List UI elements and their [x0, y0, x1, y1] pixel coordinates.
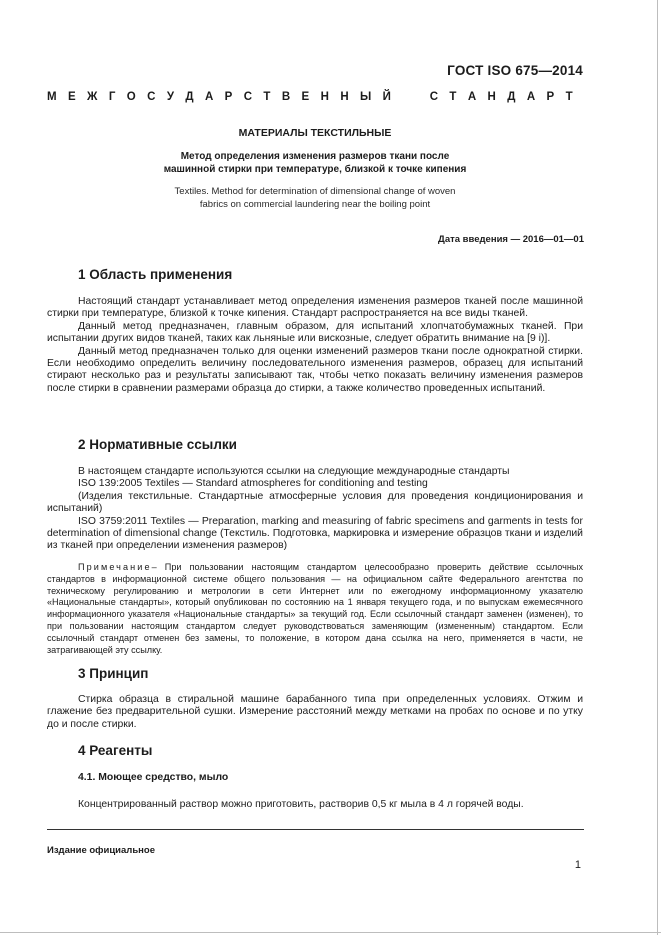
word-gap [402, 91, 418, 103]
banner-letter: Е [301, 91, 310, 103]
banner-letter: Д [185, 91, 194, 103]
section-4-body [47, 799, 583, 811]
banner-letter: С [429, 91, 439, 103]
banner-letter: А [526, 91, 536, 103]
banner-letter: С [243, 91, 253, 103]
note-paragraph [47, 562, 583, 656]
edition-label: Издание официальное [47, 845, 155, 856]
banner-letter: О [126, 91, 136, 103]
banner-letter: Т [263, 91, 271, 103]
paragraph: ISO 3759:2011 Textiles — Preparation, marking and measuring of fabric specimens and garments in tests for determination of dimensional change (Текстиль. Подготовка, маркировка и измерение образцов ткани и изделий из тканей при определении изменения размеров) [47, 515, 583, 552]
banner-letter: Р [224, 91, 233, 103]
banner-letter: С [147, 91, 156, 103]
introduction-date: Дата введения — 2016—01—01 [438, 234, 584, 245]
banner-letter: Н [487, 91, 496, 103]
section-1-heading: 1 Область применения [78, 267, 233, 282]
section-2-heading: 2 Нормативные ссылки [78, 437, 237, 452]
banner-letter: Р [546, 91, 555, 103]
banner-letter: Е [67, 91, 76, 103]
banner-letter: В [281, 91, 291, 103]
subtitle-en-line: fabrics on commercial laundering near the boiling point [199, 198, 431, 210]
banner-letter: Т [565, 91, 573, 103]
section-3-heading: 3 Принцип [78, 666, 149, 681]
banner-letter: Г [108, 91, 116, 103]
note-label: Примечание [78, 562, 152, 572]
banner-letter: А [204, 91, 214, 103]
paragraph: В настоящем стандарте используются ссылки на следующие международные стандарты [78, 466, 510, 477]
subtitle-ru-line: Метод определения изменения размеров ткани после [180, 151, 450, 162]
paragraph: ISO 139:2005 Textiles — Standard atmospheres for conditioning and testing [78, 478, 428, 490]
section-3-body [47, 694, 583, 731]
paragraph: Настоящий стандарт устанавливает метод определения изменения размеров тканей после машинной стирки при температуре, близкой к точке кипения. Стандарт распространяется на все виды тканей. [47, 296, 583, 320]
footer-divider [47, 829, 584, 830]
page-edge-right [657, 0, 658, 935]
banner-letter: Н [340, 91, 349, 103]
document-title: МАТЕРИАЛЫ ТЕКСТИЛЬНЫЕ [238, 127, 392, 139]
section-2-note [47, 562, 583, 656]
paragraph: Концентрированный раствор можно приготовить, растворив 0,5 кг мыла в 4 л горячей воды. [78, 799, 524, 810]
subtitle-en-line: Textiles. Method for determination of dimensional change of woven [174, 186, 456, 197]
section-1-body [47, 296, 583, 395]
document-subtitle-en [47, 186, 583, 211]
section-4-heading: 4 Реагенты [78, 743, 153, 758]
note-text: – При пользовании настоящим стандартом целесообразно проверить действие ссылочных стандартов в информационной системе общего пользования — на официальном сайте Федерального агентства по техническому регулированию и метрологии в сети Интернет или по ежегодному информационному указателю «Национальные стандарты», который опубликован по состоянию на 1 января текущего года, и по выпускам ежемесячного информационного указателя «Национальные стандарты» за текущий год. Если ссылочный стандарт заменен (изменен), то при пользовании настоящим стандартом следует руководствоваться заменяющим (измененным) стандартом. Если ссылочный стандарт отменен без замены, то положение, в котором дана ссылка на него, применяется в части, не затрагивающей эту ссылку. [47, 562, 583, 655]
subtitle-ru-line: машинной стирки при температуре, близкой к точке кипения [163, 163, 467, 175]
paragraph: Стирка образца в стиральной машине барабанного типа при определенных условиях. Отжим и глажение без предварительной сушки. Измерение расстояний между метками на пробах по основе и по утку до и после стирки. [47, 694, 583, 730]
page-edge-bottom [0, 932, 661, 933]
banner-letter: У [166, 91, 174, 103]
banner-letter: Й [382, 91, 391, 103]
section-2-body [47, 466, 583, 553]
banner-letter: Д [507, 91, 516, 103]
banner-letter: А [467, 91, 477, 103]
banner-letter: Ж [87, 91, 98, 103]
banner-letter: Т [449, 91, 457, 103]
gost-code: ГОСТ ISO 675—2014 [447, 63, 583, 78]
page-number: 1 [574, 859, 581, 871]
paragraph: Данный метод предназначен только для оценки изменений размеров ткани после однократной стирки. Если необходимо определить величину последовательного изменения размеров, образец для испытаний стирают несколько раз и результаты записывают так, чтобы четко показать величину изменения размеров после стирки в сравнении размерами образца до стирки, а также количество проведенных испытаний. [47, 345, 583, 394]
paragraph: (Изделия текстильные. Стандартные атмосферные условия для проведения кондиционирования и испытаний) [47, 490, 583, 515]
document-subtitle-ru [47, 151, 583, 176]
banner-letter: Н [320, 91, 329, 103]
paragraph: Данный метод предназначен, главным образом, для испытаний хлопчатобумажных тканей. При испытании других видов тканей, таких как льняные или вискозные, следует обратить внимание на [9 i)]. [47, 320, 583, 345]
subsection-4-1-heading: 4.1. Моющее средство, мыло [78, 772, 229, 783]
banner-letter: М [47, 91, 57, 103]
interstate-standard-banner [47, 91, 573, 103]
banner-letter: Ы [360, 91, 372, 103]
